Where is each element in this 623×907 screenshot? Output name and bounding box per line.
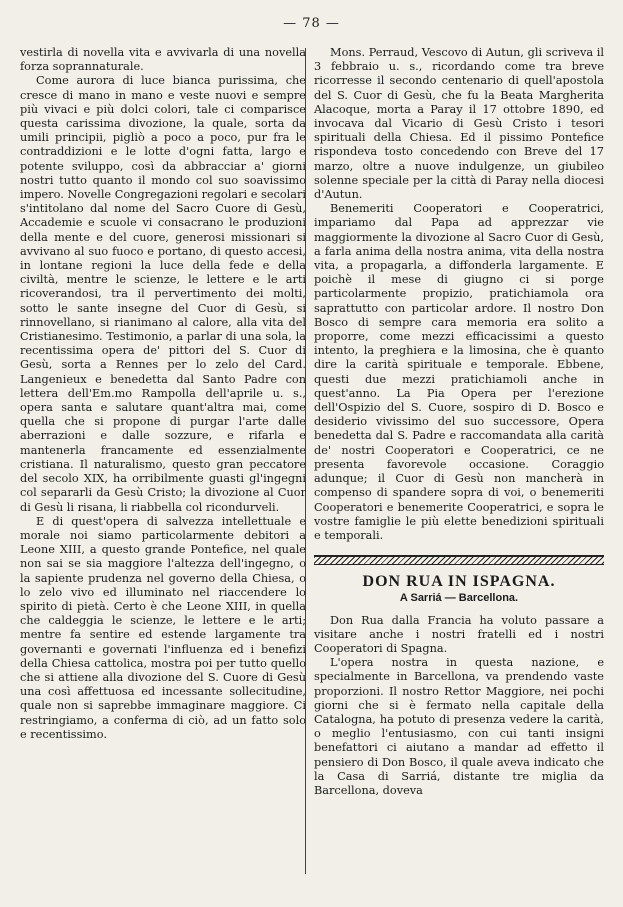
paragraph: Don Rua dalla Francia ha voluto passare a visitare anche i nostri fratelli ed i nostri Cooperatori di Spagna. xyxy=(314,613,604,655)
paragraph: Benemeriti Cooperatori e Cooperatrici, impariamo dal Papa ad apprezzar vie maggiormente la divozione al Sacro Cuor di Gesù, a farla anima della nostra anima, vita della nostra vita, a propagarla, a diffonderla largamente. E poichè il mese di giugno ci si porge particolarmente propizio, pratichiamola ora saprattutto con particolar ardore. Il nostro Don Bosco di sempre cara memoria era solito a proporre, come mezzi efficacissimi a questo intento, la preghiera e la limosina, che è quanto dire la carità spirituale e temporale. Ebbene, questi due mezzi pratichiamoli anche in quest'anno. La Pia Opera per l'erezione dell'Ospizio del S. Cuore, sospiro di D. Bosco e desiderio vivissimo del suo successore, Opera benedetta dal S. Padre e raccomandata alla carità de' nostri Cooperatori e Cooperatrici, ce ne presenta favorevole occasione. Coraggio adunque; il Cuor di Gesù non mancherà in compenso di spandere sopra di voi, o benemeriti Cooperatori e benemerite Cooperatrici, e sopra le vostre famiglie le più elette benedizioni spirituali e temporali. xyxy=(314,202,604,542)
paragraph: vestirla di novella vita e avvivarla di una novella forza soprannaturale. xyxy=(20,46,306,74)
paragraph: L'opera nostra in questa nazione, e specialmente in Barcellona, va prendendo vaste proporzioni. Il nostro Rettor Maggiore, nei pochi giorni che si è fermato nella capitale della Catalogna, ha potuto di presenza vedere la carità, o meglio l'entusiasmo, con cui tanti insigni benefattori ci aiutano a mandar ad effetto il pensiero di Don Bosco, il quale aveva indicato che la Casa di Sarriá, distante tre miglia da Barcellona, doveva xyxy=(314,656,604,797)
section-title: DON RUA IN ISPAGNA. xyxy=(362,573,556,591)
paragraph: Come aurora di luce bianca purissima, che cresce di mano in mano e veste nuovi e sempre più vivaci e più dolci colori, tale ci comparisce questa carissima divozione, la quale, sorta da umili principii, pigliò a poco a poco, pur fra le contraddizioni e le lotte d'ogni fatta, largo e potente sviluppo, così da abbracciar a' giorni nostri tutto quanto il mondo col suo soavissimo impero. Novelle Congregazioni regolari e secolari s'intitolano dal nome del Sacro Cuore di Gesù, Accademie e scuole vi consacrano le produzioni della mente e del cuore, generosi missionari si avvivano al suo fuoco e portano, di questo accesi, in lontane regioni la luce della fede e della civiltà, mentre le scienze, le lettere e le arti ricoverandosi, tra il pervertimento dei molti, sotto le sante insegne del Cuor di Gesù, si rinnovellano, si rianimano al calore, alla vita del Cristianesimo. Testimonio, a parlar di una sola, la recentissima opera de' pittori del S. Cuor di Gesù, sorta a Rennes per lo zelo del Card. Langenieux e benedetta dal Santo Padre con lettera dell'Em.mo Rampolla dell'aprile u. s., opera santa e salutare quant'altra mai, come quella che si propone di purgar l'arte dalle aberrazioni e dalle sozzure, e rifarla e mantenerla francamente ed essenzialmente cristiana. Il naturalismo, questo gran peccatore del secolo XIX, ha orribilmente guasti gl'ingegni col separarli da Gesù Cristo; la divozione al Cuor di Gesù li risana, li riabbella col ricondurveli. xyxy=(20,74,306,514)
ornamental-divider xyxy=(314,555,604,565)
page-number: — 78 — xyxy=(283,16,340,31)
paragraph: E di quest'opera di salvezza intellettuale e morale noi siamo particolarmente debitori a Leone XIII, a questo grande Pontefice, nel quale non sai se sia maggiore l'altezza dell'ingegno, o la sapiente prudenza nel governo della Chiesa, o lo zelo vivo ed illuminato nel riaccendere lo spirito di pietà. Certo è che Leone XIII, in quella che caldeggia le scienze, le lettere e le arti; mentre fa sentire ed estende largamente tra governanti e governati l'influenza ed i benefizi della Chiesa cattolica, mostra poi per tutto quello che si attiene alla divozione del S. Cuore di Gesù una così affettuosa ed incessante sollecitudine, quale non si saprebbe immaginare maggiore. Ci restringiamo, a conferma di ciò, ad un fatto solo e recentissimo. xyxy=(20,514,306,741)
left-column xyxy=(20,46,306,742)
paragraph: Mons. Perraud, Vescovo di Autun, gli scriveva il 3 febbraio u. s., ricordando come tra breve ricorresse il secondo centenario di quell'apostola del S. Cuor di Gesù, che fu la Beata Margherita Alacoque, morta a Paray il 17 ottobre 1890, ed invocava dal Vicario di Gesù Cristo i tesori spirituali della Chiesa. Ed il pissimo Pontefice rispondeva tosto concedendo con Breve del 17 marzo, oltre a nuove indulgenze, un giubileo solenne speciale per la città di Paray nella diocesi d'Autun. xyxy=(314,46,604,202)
section-subtitle: A Sarriá — Barcellona. xyxy=(399,592,519,605)
right-column xyxy=(314,46,604,798)
